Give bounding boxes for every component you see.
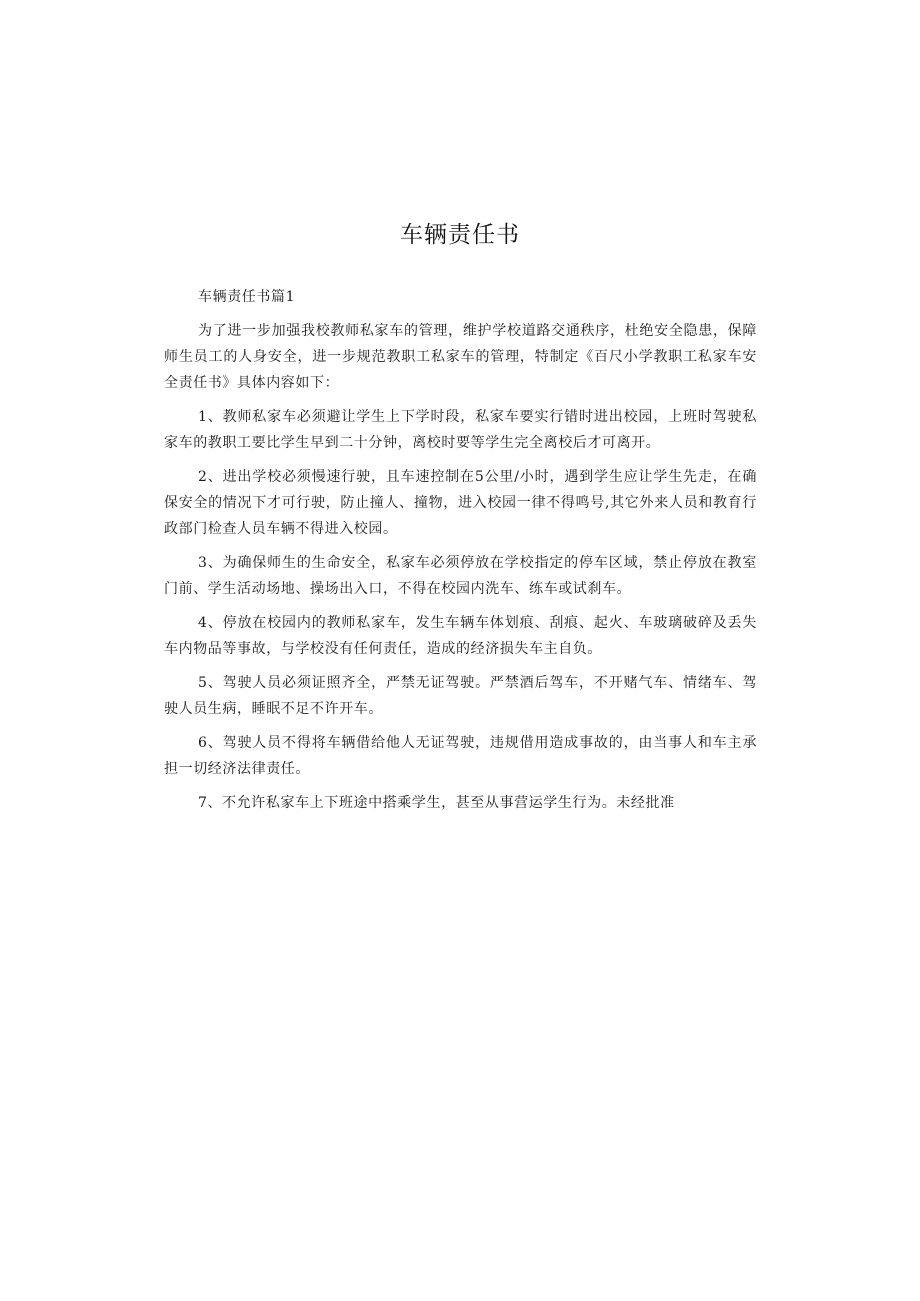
list-item: 6、驾驶人员不得将车辆借给他人无证驾驶，违规借用造成事故的，由当事人和车主承担一切经济法律责任。 [164, 735, 757, 777]
intro-paragraph: 为了进一步加强我校教师私家车的管理，维护学校道路交通秩序，杜绝安全隐患，保障师生员工的人身安全，进一步规范教职工私家车的管理，特制定《百尺小学教职工私家车安全责任书》具体内容如下： [164, 323, 757, 391]
list-item: 5、驾驶人员必须证照齐全，严禁无证驾驶。严禁酒后驾车，不开赌气车、情绪车、驾驶人员生病，睡眠不足不许开车。 [164, 675, 757, 717]
list-item: 2、进出学校必须慢速行驶，且车速控制在5公里/小时，遇到学生应让学生先走，在确保安全的情况下才可行驶，防止撞人、撞物，进入校园一律不得鸣号,其它外来人员和教育行政部门检查人员车辆不得进入校园。 [164, 469, 757, 537]
list-item: 7、不允许私家车上下班途中搭乘学生，甚至从事营运学生行为。未经批准 [198, 795, 675, 811]
list-item: 4、停放在校园内的教师私家车，发生车辆车体划痕、刮痕、起火、车玻璃破碎及丢失车内物品等事故，与学校没有任何责任，造成的经济损失车主自负。 [164, 615, 757, 657]
list-item: 1、教师私家车必须避让学生上下学时段，私家车要实行错时进出校园，上班时驾驶私家车的教职工要比学生早到二十分钟，离校时要等学生完全离校后才可离开。 [164, 409, 757, 451]
section-subheading: 车辆责任书篇1 [198, 289, 296, 305]
list-item: 3、为确保师生的生命安全，私家车必须停放在学校指定的停车区域，禁止停放在教室门前、学生活动场地、操场出入口，不得在校园内洗车、练车或试刹车。 [164, 555, 757, 597]
document-body [164, 284, 757, 824]
document-title: 车辆责任书 [400, 222, 520, 248]
